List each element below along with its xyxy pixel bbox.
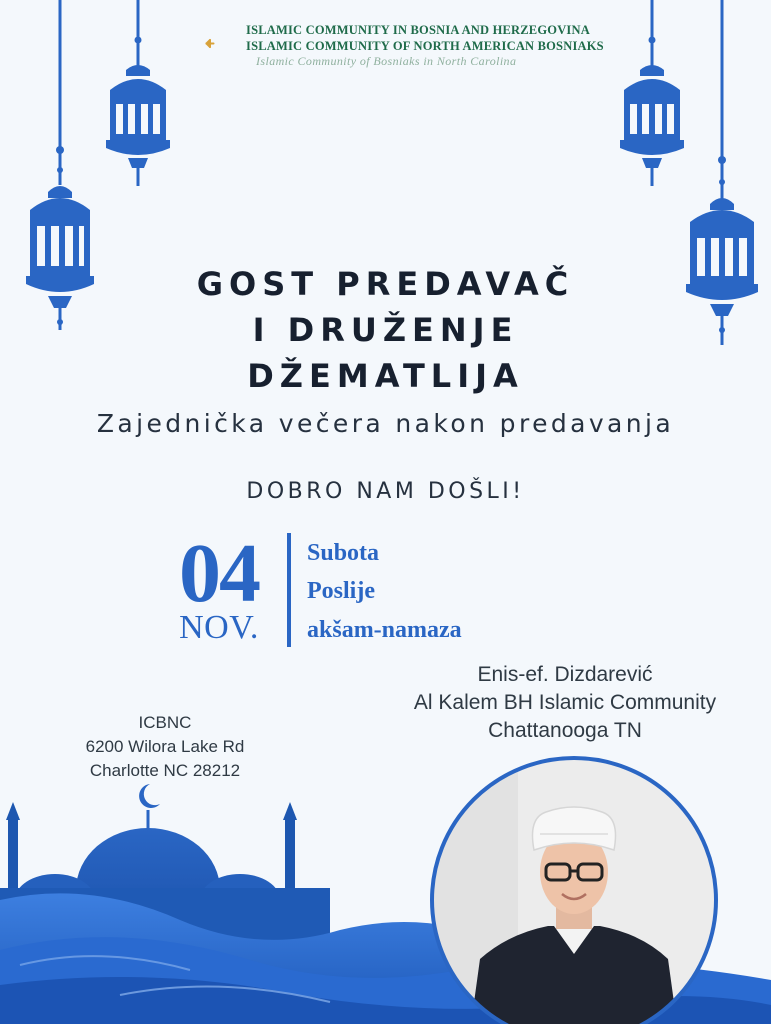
- org-name-line-3: Islamic Community of Bosniaks in North Carolina: [256, 54, 517, 68]
- venue-name: ICBNC: [138, 713, 192, 732]
- event-day: 04: [179, 527, 259, 620]
- date-divider: [287, 533, 291, 647]
- speaker-location: Chattanooga TN: [488, 719, 642, 742]
- event-title-line-2: I DRUŽENJE: [252, 311, 519, 349]
- org-name-line-2: ISLAMIC COMMUNITY OF NORTH AMERICAN BOSNIAKS: [246, 39, 604, 53]
- event-title-line-3: DŽEMATLIJA: [247, 357, 524, 395]
- event-subtitle: Zajednička večera nakon predavanja: [96, 409, 675, 438]
- speaker-name: Enis-ef. Dizdarević: [477, 663, 653, 686]
- lantern-icon: [104, 0, 172, 190]
- event-title-line-1: GOST PREDAVAČ: [196, 265, 575, 303]
- venue-street: 6200 Wilora Lake Rd: [85, 737, 245, 756]
- event-time-line-1: Poslije: [307, 578, 375, 604]
- venue-city: Charlotte NC 28212: [89, 761, 241, 780]
- event-month: NOV.: [179, 609, 259, 646]
- welcome-text: DOBRO NAM DOŠLI!: [246, 479, 525, 504]
- lantern-icon: [618, 0, 686, 190]
- crescent-star-logo-icon: [180, 22, 222, 64]
- org-name-line-1: ISLAMIC COMMUNITY IN BOSNIA AND HERZEGOVINA: [246, 23, 590, 37]
- event-weekday: Subota: [307, 540, 380, 566]
- speaker-organization: Al Kalem BH Islamic Community: [413, 691, 717, 714]
- event-time-line-2: akšam-namaza: [307, 617, 462, 643]
- speaker-photo: [428, 754, 720, 1024]
